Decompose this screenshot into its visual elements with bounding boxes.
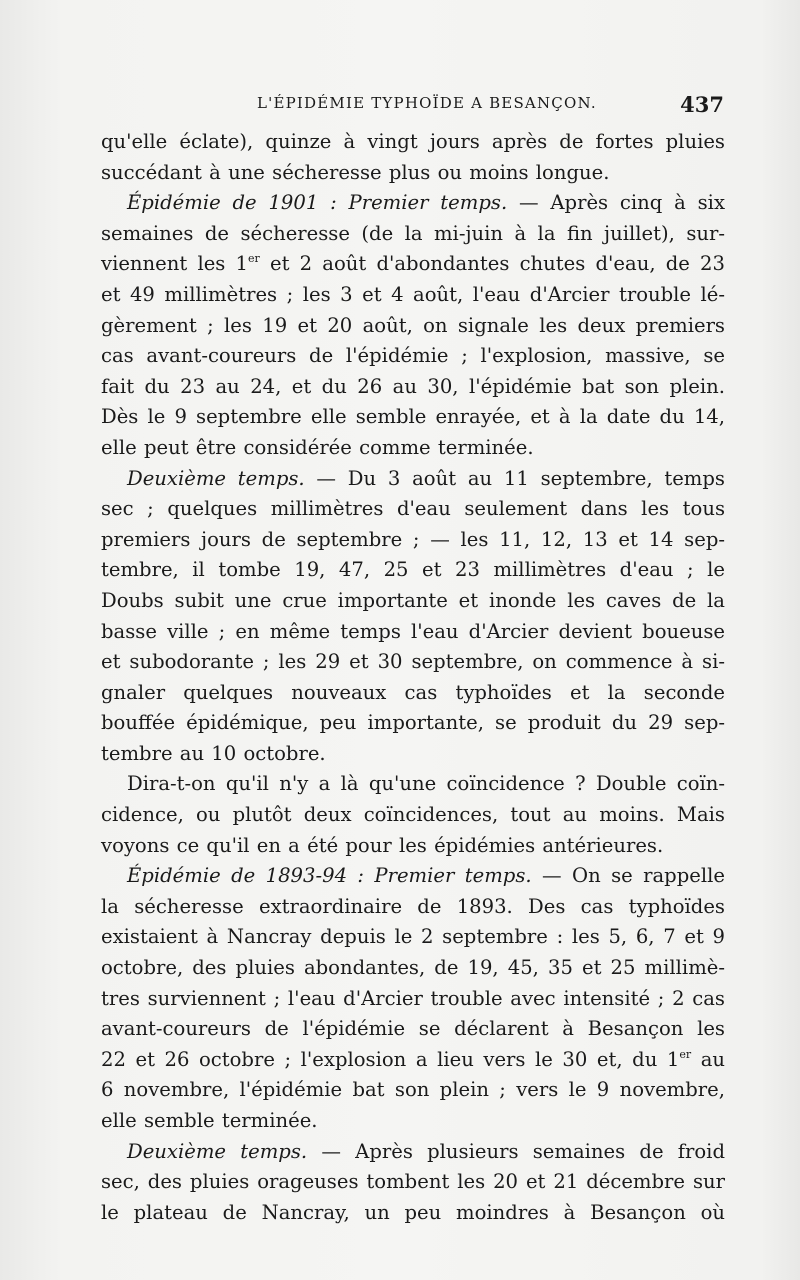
text-line: Épidémie de 1893-94 : Premier temps. — On se rappelle xyxy=(127,864,725,888)
text-line: bouffée épidémique, peu importante, se produit du 29 sep- xyxy=(101,711,725,735)
text-line: premiers jours de septembre ; — les 11, 12, 13 et 14 sep- xyxy=(101,527,725,551)
text-line: succédant à une sécheresse plus ou moins longue. xyxy=(101,160,610,184)
text-line: elle semble terminée. xyxy=(101,1109,318,1132)
text-line: Dès le 9 septembre elle semble enrayée, et à la date du 14, xyxy=(101,405,725,429)
text-line: Deuxième temps. — Du 3 août au 11 septembre, temps xyxy=(127,466,725,490)
text-line: qu'elle éclate), quinze à vingt jours après de fortes pluies xyxy=(101,130,725,153)
text-line: octobre, des pluies abondantes, de 19, 45, 35 et 25 millimè- xyxy=(101,956,725,980)
text-line: cas avant-coureurs de l'épidémie ; l'explosion, massive, se xyxy=(101,344,725,368)
section-heading: Épidémie de 1893-94 : Premier temps. xyxy=(127,864,532,888)
text-line: Épidémie de 1901 : Premier temps. — Après cinq à six xyxy=(127,191,725,215)
text-line: tres surviennent ; l'eau d'Arcier trouble avec intensité ; 2 cas xyxy=(101,986,725,1010)
text-line: 6 novembre, l'épidémie bat son plein ; vers le 9 novembre, xyxy=(101,1078,725,1102)
text-line: voyons ce qu'il en a été pour les épidémies antérieures. xyxy=(101,833,664,857)
text-line: gnaler quelques nouveaux cas typhoïdes et la seconde xyxy=(101,680,725,704)
text-line: et 49 millimètres ; les 3 et 4 août, l'eau d'Arcier trouble lé- xyxy=(101,282,725,306)
running-title: L'ÉPIDÉMIE TYPHOÏDE A BESANÇON. xyxy=(257,94,597,112)
text-line: viennent les 1er et 2 août d'abondantes chutes d'eau, de 23 xyxy=(101,252,725,276)
text-line: sec, des pluies orageuses tombent les 20 et 21 décembre sur xyxy=(101,1170,725,1194)
text-line: basse ville ; en même temps l'eau d'Arcier devient boueuse xyxy=(101,619,725,643)
text-line: semaines de sécheresse (de la mi-juin à la fin juillet), sur- xyxy=(101,221,725,245)
page-header xyxy=(102,92,724,122)
text-line: la sécheresse extraordinaire de 1893. Des cas typhoïdes xyxy=(101,894,725,918)
text-line: gèrement ; les 19 et 20 août, on signale les deux premiers xyxy=(101,313,725,337)
text-line: elle peut être considérée comme terminée. xyxy=(101,435,534,459)
body-text xyxy=(101,127,725,1228)
text-line: tembre au 10 octobre. xyxy=(101,741,326,765)
section-heading: Deuxième temps. xyxy=(127,466,305,490)
text-line: Dira-t-on qu'il n'y a là qu'une coïncidence ? Double coïn- xyxy=(127,772,725,796)
section-heading: Épidémie de 1901 : Premier temps. xyxy=(127,191,508,215)
text-line: 22 et 26 octobre ; l'explosion a lieu vers le 30 et, du 1er au xyxy=(101,1047,725,1071)
text-line: cidence, ou plutôt deux coïncidences, tout au moins. Mais xyxy=(101,803,725,827)
text-line: fait du 23 au 24, et du 26 au 30, l'épidémie bat son plein. xyxy=(101,374,725,398)
text-line: avant-coureurs de l'épidémie se déclarent à Besançon les xyxy=(101,1017,725,1041)
text-line: Doubs subit une crue importante et inonde les caves de la xyxy=(101,588,725,612)
text-line: tembre, il tombe 19, 47, 25 et 23 millimètres d'eau ; le xyxy=(101,558,725,582)
text-line: le plateau de Nancray, un peu moindres à Besançon où xyxy=(101,1200,725,1224)
text-line: existaient à Nancray depuis le 2 septembre : les 5, 6, 7 et 9 xyxy=(101,925,725,949)
section-heading: Deuxième temps. xyxy=(127,1139,308,1163)
text-line: sec ; quelques millimètres d'eau seulement dans les tous xyxy=(101,497,725,521)
page-number: 437 xyxy=(680,92,724,117)
text-line: Deuxième temps. — Après plusieurs semaines de froid xyxy=(127,1139,725,1163)
text-line: et subodorante ; les 29 et 30 septembre, on commence à si- xyxy=(101,650,725,674)
